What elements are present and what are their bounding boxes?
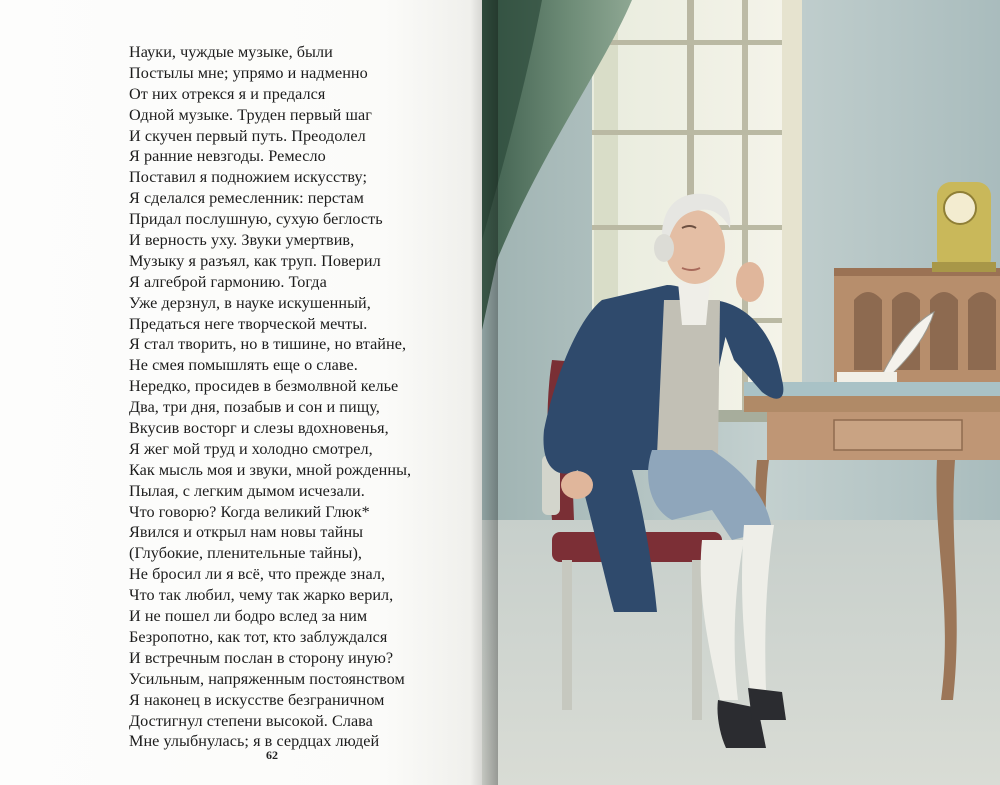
illustration-page [482, 0, 1000, 785]
poem-text [129, 42, 469, 752]
poem-line: Как мысль моя и звуки, мной рожденны, [129, 460, 412, 479]
mantel-clock [932, 182, 996, 272]
poem-line: Науки, чуждые музыке, были [129, 43, 333, 61]
poem-line: Что говорю? Когда великий Глюк* [129, 502, 370, 521]
poem-line: Одной музыке. Труден первый шаг [129, 105, 372, 124]
poem-line: Мне улыбнулась; я в сердцах людей [129, 732, 380, 751]
poem-line: И верность уху. Звуки умертвив, [129, 231, 355, 250]
poem-line: Безропотно, как тот, кто заблуждался [129, 627, 388, 646]
page-number: 62 [266, 748, 278, 762]
poem-line: Предаться неге творческой мечты. [129, 314, 368, 333]
poem-line: И не пошел ли бодро вслед за ним [129, 607, 368, 626]
poem-line: (Глубокие, пленительные тайны), [129, 544, 363, 563]
poem-line: Явился и открыл нам новы тайны [129, 523, 364, 542]
poem-line: И встречным послан в сторону иную? [129, 648, 394, 667]
book-gutter [470, 0, 498, 785]
poem-line: Я стал творить, но в тишине, но втайне, [129, 335, 407, 354]
poem-line: Я сделался ремесленник: перстам [129, 189, 364, 208]
poem-line: От них отрекся я и предался [129, 84, 326, 103]
poem-line: Придал послушную, сухую беглость [129, 210, 383, 229]
poem-line: Не смея помышлять еще о славе. [129, 356, 358, 375]
poem-line: Я наконец в искусстве безграничном [129, 690, 385, 709]
poem-line: Уже дерзнул, в науке искушенный, [129, 293, 371, 312]
poem-line: Не бросил ли я всё, что прежде знал, [129, 565, 386, 584]
left-page [0, 0, 482, 785]
poem-line: Музыку я разъял, как труп. Поверил [129, 251, 381, 270]
poem-line: Я жег мой труд и холодно смотрел, [129, 439, 373, 458]
poem-line: Я ранние невзгоды. Ремесло [129, 147, 326, 166]
poem-line: Вкусив восторг и слезы вдохновенья, [129, 419, 389, 438]
illustration [482, 0, 1000, 785]
poem-line: Усильным, напряженным постоянством [129, 669, 405, 688]
poem-line: Достигнул степени высокой. Слава [129, 711, 373, 730]
poem-line: Пылая, с легким дымом исчезали. [129, 481, 365, 500]
poem-line: Постылы мне; упрямо и надменно [129, 63, 368, 82]
poem-line: Что так любил, чему так жарко верил, [129, 586, 394, 605]
poem-line: Нередко, просидев в безмолвной келье [129, 377, 399, 396]
poem-line: Я алгеброй гармонию. Тогда [129, 272, 327, 291]
poem-line: Два, три дня, позабыв и сон и пищу, [129, 398, 380, 417]
poem-line: Поставил я подножием искусству; [129, 168, 367, 187]
poem-line: И скучен первый путь. Преодолел [129, 126, 366, 145]
